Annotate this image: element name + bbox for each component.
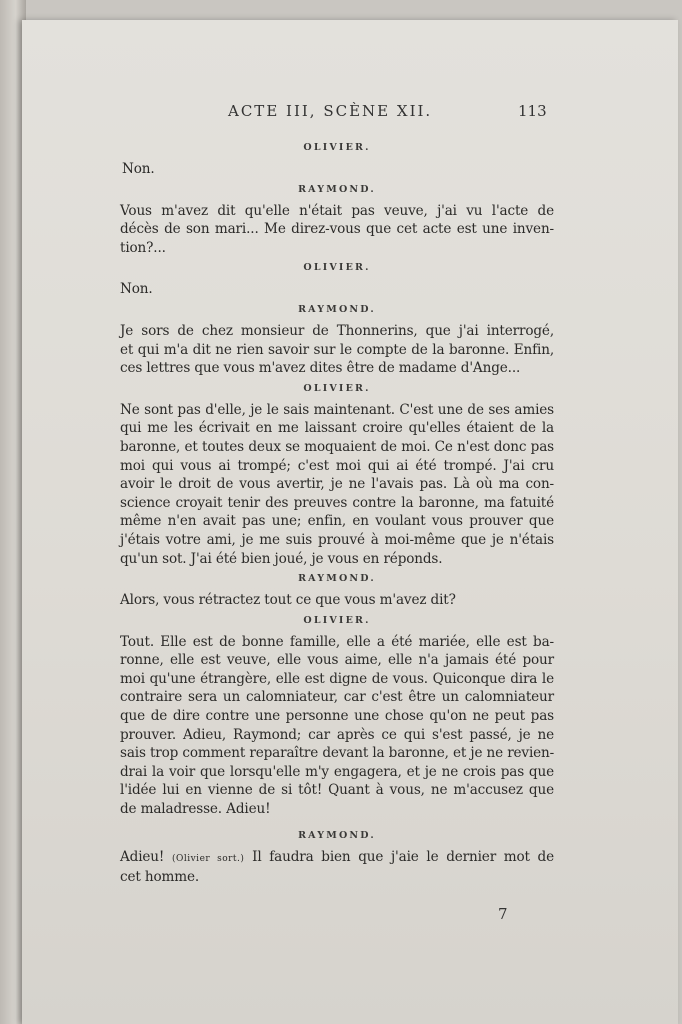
text-line: sais trop comment reparaître devant la baronne, et je ne revien- (120, 745, 555, 762)
speaker-name: OLIVIER. (303, 262, 371, 274)
text-line: prouver. Adieu, Raymond; car après ce qui s'est passé, je ne (120, 726, 554, 743)
text-line: ces lettres que vous m'avez dites être de madame d'Ange... (120, 360, 521, 377)
text-line: Non. (120, 281, 153, 298)
stage-direction: (Olivier sort.) (171, 853, 245, 864)
text-line: qu'un sot. J'ai été bien joué, je vous en réponds. (120, 550, 443, 567)
speaker-name: RAYMOND. (298, 303, 376, 315)
book-page (22, 20, 678, 1024)
text-line: avoir le droit de vous avertir, je ne l'avais pas. Là où ma con- (120, 476, 554, 493)
text-line: Vous m'avez dit qu'elle n'était pas veuve, j'ai vu l'acte de (120, 202, 554, 219)
text-line: tion?... (120, 239, 166, 256)
text-line: moi qu'une étrangère, elle est digne de vous. Quiconque dira le (120, 670, 554, 687)
text-line: Je sors de chez monsieur de Thonnerins, que j'ai interrogé, (120, 322, 554, 339)
text-line: cet homme. (120, 869, 200, 886)
speaker-name: RAYMOND. (298, 829, 376, 841)
text-line: Tout. Elle est de bonne famille, elle a été mariée, elle est ba- (120, 633, 554, 650)
speaker-name: OLIVIER. (303, 614, 371, 626)
text-line: baronne, et toutes deux se moquaient de moi. Ce n'est donc pas (120, 438, 554, 455)
text-line: j'étais votre ami, je me suis prouvé à moi-même que je n'étais (120, 531, 554, 548)
speaker-name: OLIVIER. (303, 382, 371, 394)
signature-mark: 7 (498, 905, 508, 923)
text-line: drai la voir que lorsqu'elle m'y engagera, et je ne crois pas que (120, 763, 554, 780)
text-line: Ne sont pas d'elle, je le sais maintenant. C'est une de ses amies (120, 401, 554, 418)
speech (120, 848, 554, 887)
text-line: Non. (122, 161, 155, 177)
speaker-name: RAYMOND. (298, 573, 376, 585)
text-line: que de dire contre une personne une chose qu'on ne peut pas (120, 708, 554, 725)
dialogue-body (120, 137, 554, 887)
text-line (120, 848, 554, 869)
speech (120, 280, 554, 299)
page-number: 113 (518, 102, 547, 120)
speech (120, 160, 554, 179)
text-line: l'idée lui en vienne de si tôt! Quant à vous, ne m'accusez que (120, 782, 554, 799)
speech (120, 202, 554, 258)
speech-lead: Adieu! (120, 848, 165, 865)
text-line: moi qui vous ai trompé; c'est moi qui ai été trompé. J'ai cru (120, 457, 554, 474)
page-header (22, 102, 678, 122)
running-head: ACTE III, SCÈNE XII. (228, 102, 433, 120)
text-line: de maladresse. Adieu! (120, 801, 271, 818)
text-line: qui me les écrivait en me laissant croire qu'elles étaient de la (120, 420, 554, 437)
speech (120, 591, 554, 610)
speaker-name: RAYMOND. (298, 183, 376, 195)
speaker-name: OLIVIER. (303, 142, 371, 153)
speech (120, 322, 554, 378)
text-line: contraire sera un calomniateur, car c'est être un calomniateur (120, 689, 554, 706)
text-line: même n'en avait pas une; enfin, en voulant vous prouver que (120, 513, 554, 530)
text-line: ronne, elle est veuve, elle vous aime, elle n'a jamais été pour (120, 652, 554, 669)
text-line: et qui m'a dit ne rien savoir sur le compte de la baronne. Enfin, (120, 341, 554, 358)
text-line: science croyait tenir des preuves contre la baronne, ma fatuité (120, 494, 554, 511)
speech (120, 633, 554, 819)
speech (120, 401, 554, 568)
text-line: Alors, vous rétractez tout ce que vous m'avez dit? (120, 592, 456, 609)
speech-rest: Il faudra bien que j'aie le dernier mot de (252, 848, 554, 865)
text-line: décès de son mari... Me direz-vous que cet acte est une inven- (120, 221, 554, 238)
